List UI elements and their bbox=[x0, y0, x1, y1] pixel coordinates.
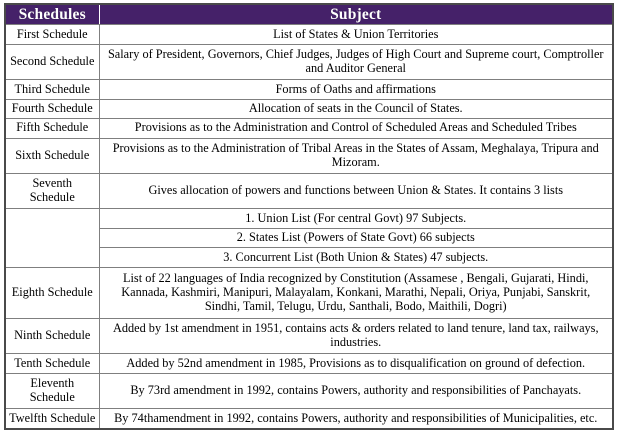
table-body bbox=[5, 25, 613, 429]
subject-cell: Added by 1st amendment in 1951, contains acts & orders related to land tenure, land tax, railways, industries. bbox=[99, 319, 613, 354]
subject-cell: By 73rd amendment in 1992, contains Powers, authority and responsibilities of Panchayats. bbox=[99, 373, 613, 408]
table-row bbox=[5, 99, 613, 118]
subject-cell: Added by 52nd amendment in 1985, Provisions as to disqualification on ground of defection. bbox=[99, 354, 613, 373]
subject-cell: Forms of Oaths and affirmations bbox=[99, 80, 613, 99]
subject-cell: List of 22 languages of India recognized by Constitution (Assamese , Bengali, Gujarati, Hindi, Kannada, Kashmiri, Manipuri, Malayalam, Konkani, Marathi, Nepali, Oriya, Punjabi, Sanskrit, Sindhi, Tamil, Telugu, Urdu, Santhali, Bodo, Maithili, Dogri) bbox=[99, 267, 613, 318]
table-row bbox=[5, 80, 613, 99]
subject-cell: Provisions as to the Administration of Tribal Areas in the States of Assam, Meghalaya, Tripura and Mizoram. bbox=[99, 138, 613, 173]
table-row bbox=[5, 119, 613, 138]
table-row bbox=[5, 267, 613, 318]
table-row bbox=[5, 209, 613, 228]
column-header-subject: Subject bbox=[99, 4, 613, 25]
table-row bbox=[5, 373, 613, 408]
table-row bbox=[5, 25, 613, 44]
subject-cell: Salary of President, Governors, Chief Judges, Judges of High Court and Supreme court, Comptroller and Auditor General bbox=[99, 44, 613, 79]
table-row bbox=[5, 44, 613, 79]
schedule-name-cell-merged-empty bbox=[5, 209, 99, 267]
table-row bbox=[5, 138, 613, 173]
schedule-name-cell: Third Schedule bbox=[5, 80, 99, 99]
table-header bbox=[5, 4, 613, 25]
table-row bbox=[5, 319, 613, 354]
column-header-schedules: Schedules bbox=[5, 4, 99, 25]
subject-cell: 3. Concurrent List (Both Union & States) 47 subjects. bbox=[99, 248, 613, 267]
subject-cell: By 74thamendment in 1992, contains Powers, authority and responsibilities of Municipalities, etc. bbox=[99, 409, 613, 429]
subject-cell: Gives allocation of powers and functions between Union & States. It contains 3 lists bbox=[99, 173, 613, 208]
header-row bbox=[5, 4, 613, 25]
schedule-name-cell: Eleventh Schedule bbox=[5, 373, 99, 408]
subject-cell: List of States & Union Territories bbox=[99, 25, 613, 44]
schedule-name-cell: Tenth Schedule bbox=[5, 354, 99, 373]
schedule-name-cell: First Schedule bbox=[5, 25, 99, 44]
subject-cell: 2. States List (Powers of State Govt) 66 subjects bbox=[99, 228, 613, 247]
schedule-name-cell: Second Schedule bbox=[5, 44, 99, 79]
table-row bbox=[5, 409, 613, 429]
schedule-name-cell: Fourth Schedule bbox=[5, 99, 99, 118]
schedule-name-cell: Eighth Schedule bbox=[5, 267, 99, 318]
schedule-name-cell: Fifth Schedule bbox=[5, 119, 99, 138]
schedule-name-cell: Twelfth Schedule bbox=[5, 409, 99, 429]
subject-cell: Allocation of seats in the Council of States. bbox=[99, 99, 613, 118]
schedule-name-cell: Sixth Schedule bbox=[5, 138, 99, 173]
schedule-name-cell: Ninth Schedule bbox=[5, 319, 99, 354]
schedules-table bbox=[4, 3, 614, 430]
schedule-name-cell: Seventh Schedule bbox=[5, 173, 99, 208]
table-row bbox=[5, 354, 613, 373]
subject-cell: 1. Union List (For central Govt) 97 Subjects. bbox=[99, 209, 613, 228]
subject-cell: Provisions as to the Administration and Control of Scheduled Areas and Scheduled Tribes bbox=[99, 119, 613, 138]
table-row bbox=[5, 173, 613, 208]
